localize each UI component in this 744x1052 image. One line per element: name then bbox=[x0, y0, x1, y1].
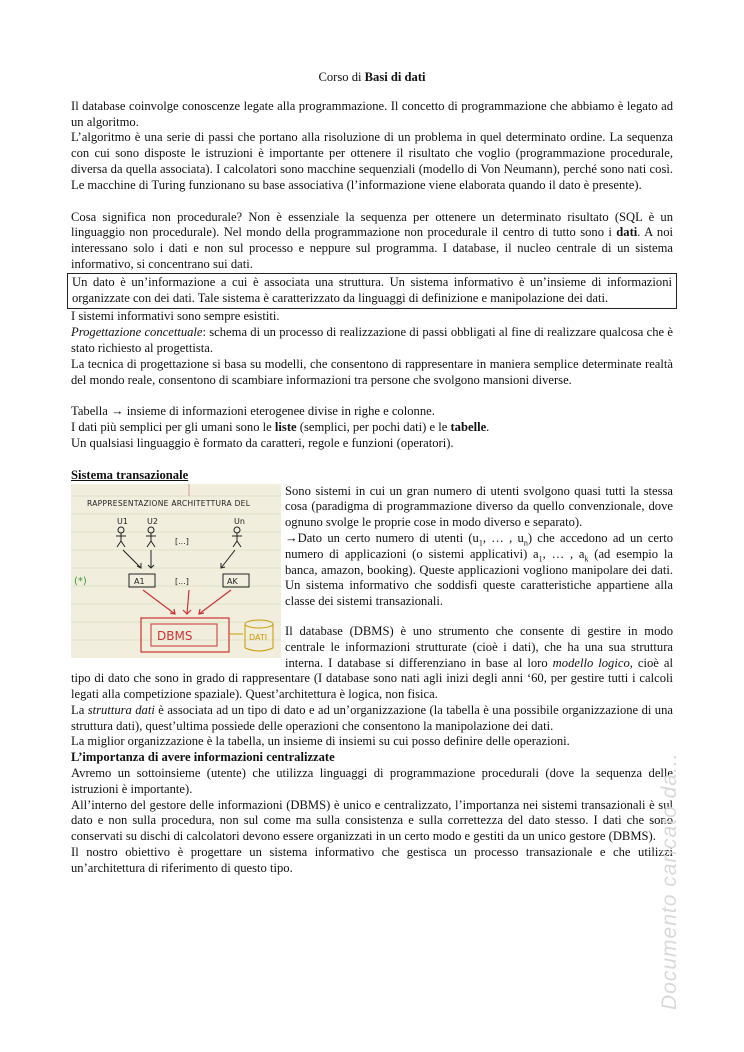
section-heading-transazionale: Sistema transazionale bbox=[71, 467, 189, 482]
sketch-user-n: Un bbox=[234, 516, 245, 526]
importanza-paragraph-3: Il nostro obiettivo è progettare un sistema informativo che gestisca un processo transazionale e che utilizzi un’architettura di riferimento di questo tipo. bbox=[71, 845, 673, 875]
transazionale-paragraph-1: Sono sistemi in cui un gran numero di utenti svolgono quasi tutti la stessa cosa (paradigma di programmazione diverso da quello convenzionale, dove ognuno svolge le proprie cose in modo diverso e separato). bbox=[285, 483, 673, 530]
architecture-sketch-image bbox=[71, 484, 281, 658]
sketch-app-1: A1 bbox=[134, 576, 145, 586]
sketch-star-label: (*) bbox=[74, 575, 87, 587]
sketch-dots-users: [...] bbox=[175, 536, 189, 546]
transazionale-paragraph-2: →Dato un certo numero di utenti ($u_1$, … , $u_n$) che accedono ad un certo numero di applicazioni (o sistemi applicativi) $a_1$, … , $a_k$ (ad esempio la banca, amazon, booking). Queste applicazioni vogliono manipolare dei dati. Un sistema informativo che soddisfi queste caratteristiche appartiene alla classe dei sistemi transazionali. bbox=[285, 530, 673, 609]
document-title: Corso di Basi di dati bbox=[318, 70, 426, 84]
transazionale-paragraph-3: Il database (DBMS) è uno strumento che consente di gestire in modo centrale le informazioni strutturate (cioè i dati), che ha una sua struttura interna. I database si differenziano in base al loro modello logico, cioè al tipo di dato che sono in grado di rappresentare (I database sono nati agli inizi degli anni ‘60, per gestire tutti i calcoli legati alla competizione spaziale). Quest’architettura è logica, non fisica. bbox=[71, 623, 673, 702]
tabella-line: Tabella → insieme di informazioni eterogenee divise in righe e colonne. bbox=[71, 404, 435, 419]
linguaggio-line: Un qualsiasi linguaggio è formato da caratteri, regole e funzioni (operatori). bbox=[71, 435, 454, 450]
systems-line: I sistemi informativi sono sempre esistiti. bbox=[71, 309, 280, 324]
progettazione-paragraph: Progettazione concettuale: schema di un processo di realizzazione di passi obbligati al fine di realizzare qualcosa che è stato richiesto al progettista. bbox=[71, 325, 673, 355]
transazionale-paragraph-4: La struttura dati è associata ad un tipo di dato e ad un’organizzazione (la tabella è una possibile organizzazione di una struttura dati), quest’ultima possiede delle operazioni che consentono la manipolazione dei dati. bbox=[71, 702, 673, 733]
intro-paragraph-1: Il database coinvolge conoscenze legate alla programmazione. Il concetto di programmazione che abbiamo è legato ad un algoritmo. bbox=[71, 98, 673, 129]
liste-line: I dati più semplici per gli umani sono le liste (semplici, per pochi dati) e le tabelle. bbox=[71, 420, 490, 435]
sketch-dati-label: DATI bbox=[249, 632, 268, 642]
sketch-dots-apps: [...] bbox=[175, 576, 189, 586]
sketch-title: RAPPRESENTAZIONE ARCHITETTURA DEL bbox=[87, 498, 251, 508]
importanza-paragraph-1: Avremo un sottoinsieme (utente) che utilizza linguaggi di programmazione procedurali (dove la sequenza delle istruzioni è importante). bbox=[71, 766, 673, 796]
transazionale-paragraph-5: La miglior organizzazione è la tabella, un insieme di insiemi su cui posso definire delle operazioni. bbox=[71, 734, 570, 749]
intro-paragraph-2: L’algoritmo è una serie di passi che portano alla risoluzione di un problema in quel determinato ordine. La sequenza con cui sono disposte le istruzioni è importante per ottenere il risultato che voglio (programmazione procedurale, diversa da quella associata). I calcolatori sono macchine sequenziali (modello di Von Neumann), perché sono nati così. Le macchine di Turing funzionano su base associativa (l’informazione viene elaborata quando il dato è presente). bbox=[71, 130, 673, 192]
watermark bbox=[626, 540, 681, 1010]
sketch-dbms-label: DBMS bbox=[157, 628, 193, 643]
watermark-text: Documento caricato da... bbox=[658, 752, 681, 1010]
sketch-user-1: U1 bbox=[117, 516, 128, 526]
tecnica-paragraph: La tecnica di progettazione si basa su modelli, che consentono di rappresentare in maniera semplice determinate realtà del mondo reale, consentono di scambiare informazioni tra persone che svolgono mansioni diverse. bbox=[71, 356, 673, 387]
transazionale-section bbox=[71, 484, 673, 751]
definition-box: Un dato è un’informazione a cui è associata una struttura. Un sistema informativo è un’insieme di informazioni organizzate con dei dati. Tale sistema è caratterizzato da linguaggi di definizione e manipolazione dei dati. bbox=[67, 273, 677, 310]
procedural-paragraph: Cosa significa non procedurale? Non è essenziale la sequenza per ottenere un determinato risultato (SQL è un linguaggio non procedurale). Nel mondo della programmazione non procedurale il centro di tutto sono i dati. A noi interessano solo i dati e non sul processo e neppure sul programma. I database, il nucleo centrale di un sistema informativo, si concentrano sui dati. bbox=[71, 209, 674, 271]
importanza-paragraph-2: All’interno del gestore delle informazioni (DBMS) è unico e centralizzato, l’importanza nei sistemi transazionali è sul dato e non sulla procedura, non sul come ma sulla consistenza e sulla correttezza del dato stesso. I dati che sono conservati su dischi di calcolatori devono essere organizzati in un certo modo e gestiti da un unico gestore (DBMS). bbox=[71, 797, 673, 844]
document-page bbox=[71, 70, 673, 877]
section-heading-importanza: L’importanza di avere informazioni centralizzate bbox=[71, 750, 335, 765]
sketch-app-k: AK bbox=[227, 576, 238, 586]
sketch-user-2: U2 bbox=[147, 516, 158, 526]
